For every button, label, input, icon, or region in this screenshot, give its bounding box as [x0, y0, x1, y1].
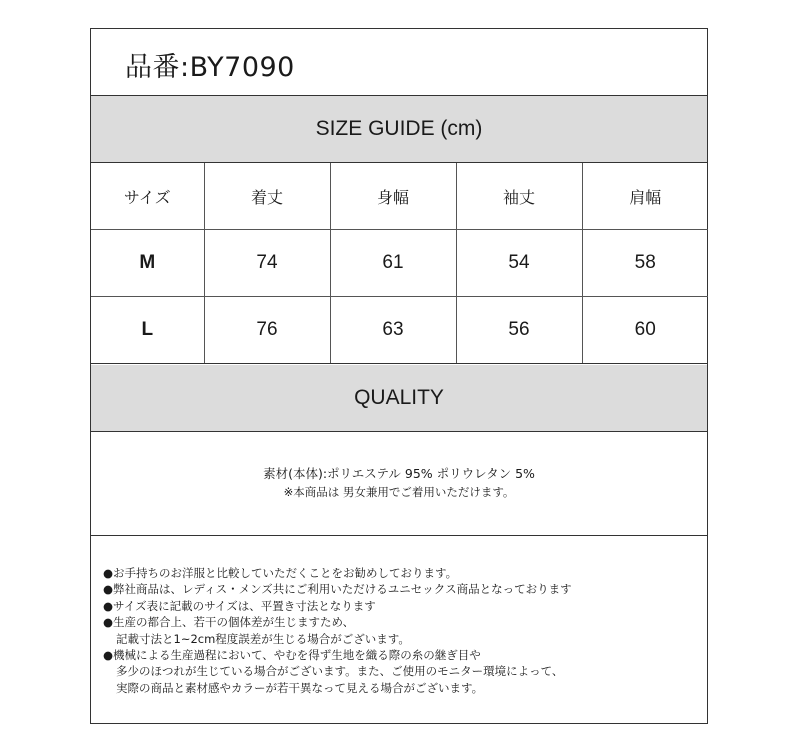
note-line: 実際の商品と素材感やカラーが若干異なって見える場合がございます。 — [116, 680, 484, 695]
note-line: ●機械による生産過程において、やむを得ず生地を織る際の糸の継ぎ目や — [103, 648, 481, 663]
note-line: 記載寸法と1~2cm程度誤差が生じる場合がございます。 — [116, 631, 410, 646]
unisex-note: ※本商品は 男女兼用でご着用いただけます。 — [283, 485, 515, 499]
size-chart-sheet — [90, 28, 708, 724]
size-label: M — [91, 230, 204, 297]
column-header-sleeve-length: 袖丈 — [456, 163, 582, 230]
note-line: ●サイズ表に記載のサイズは、平置き寸法となります — [103, 598, 376, 613]
column-header-size: サイズ — [91, 163, 204, 230]
shoulder-width-value: 60 — [582, 297, 708, 364]
table-row — [91, 297, 708, 364]
sleeve-length-value: 54 — [456, 230, 582, 297]
column-header-chest-width: 身幅 — [330, 163, 456, 230]
size-guide-heading: SIZE GUIDE (cm) — [91, 96, 707, 163]
size-label: L — [91, 297, 204, 364]
table-row — [91, 230, 708, 297]
chest-width-value: 63 — [330, 297, 456, 364]
column-header-shoulder-width: 肩幅 — [582, 163, 708, 230]
note-line: 多少のほつれが生じている場合がございます。また、ご使用のモニター環境によって、 — [116, 664, 564, 679]
sleeve-length-value: 56 — [456, 297, 582, 364]
note-line: ●生産の都合上、若干の個体差が生じますため、 — [103, 615, 355, 630]
quality-heading: QUALITY — [91, 365, 707, 432]
care-notes — [103, 565, 693, 696]
chest-width-value: 61 — [330, 230, 456, 297]
size-table — [91, 163, 708, 364]
size-table-header-row — [91, 163, 708, 230]
column-header-length: 着丈 — [204, 163, 330, 230]
length-value: 76 — [204, 297, 330, 364]
product-header — [91, 29, 707, 96]
length-value: 74 — [204, 230, 330, 297]
note-line: ●弊社商品は、レディス・メンズ共にご利用いただけるユニセックス商品となっております — [103, 582, 572, 597]
material-composition: 素材(本体):ポリエステル 95% ポリウレタン 5% — [263, 466, 535, 481]
shoulder-width-value: 58 — [582, 230, 708, 297]
material-section — [91, 432, 707, 536]
note-line: ●お手持ちのお洋服と比較していただくことをお勧めしております。 — [103, 566, 458, 580]
product-code: 品番:BY7090 — [125, 52, 295, 83]
